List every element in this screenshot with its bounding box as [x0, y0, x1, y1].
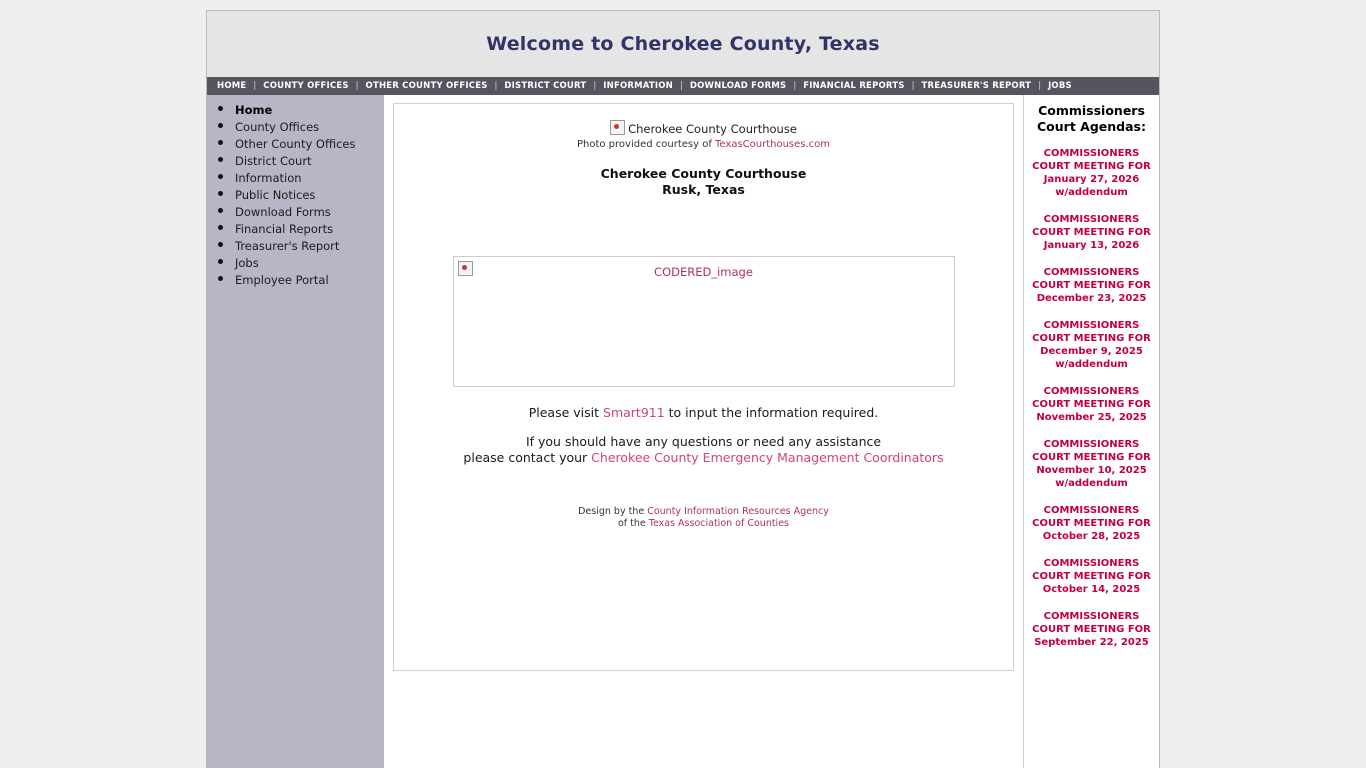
sidebar-link-treasurers-report[interactable]: Treasurer's Report — [235, 239, 340, 253]
sidebar-item-district-court[interactable] — [235, 152, 384, 169]
sidebar-item-other-county-offices[interactable] — [235, 135, 384, 152]
agendas-title-line-2: Court Agendas: — [1037, 119, 1146, 134]
nav-item-home[interactable]: HOME — [217, 81, 247, 91]
visit-prefix: Please visit — [528, 405, 604, 420]
photo-credit-prefix: Photo provided courtesy of — [576, 139, 716, 150]
assistance-line-2 — [394, 450, 1013, 466]
courthouse-photo-alt-text: Cherokee County Courthouse — [628, 122, 797, 136]
nav-item-download-forms[interactable]: DOWNLOAD FORMS — [689, 81, 787, 91]
sidebar-link-other-county-offices[interactable]: Other County Offices — [235, 137, 356, 151]
agendas-title-line-1: Commissioners — [1038, 103, 1145, 118]
agenda-link[interactable]: COMMISSIONERS COURT MEETING FOR October 14, 2025 — [1032, 558, 1151, 595]
agendas-column — [1023, 95, 1159, 768]
design-credit — [394, 506, 1013, 530]
nav-separator: | — [593, 81, 597, 91]
sidebar-item-financial-reports[interactable] — [235, 220, 384, 237]
nav-separator: | — [793, 81, 797, 91]
agenda-link[interactable]: COMMISSIONERS COURT MEETING FOR September 22, 2025 — [1032, 611, 1151, 648]
design-prefix: Design by the — [578, 506, 648, 517]
sidebar-link-district-court[interactable]: District Court — [235, 154, 312, 168]
courthouse-heading — [394, 166, 1013, 198]
sidebar-list — [207, 101, 384, 288]
page-container — [206, 10, 1160, 768]
agenda-link[interactable]: COMMISSIONERS COURT MEETING FOR October 28, 2025 — [1032, 505, 1151, 542]
sidebar-item-county-offices[interactable] — [235, 118, 384, 135]
agenda-link[interactable]: COMMISSIONERS COURT MEETING FOR December 23, 2025 — [1032, 267, 1151, 304]
courthouse-name: Cherokee County Courthouse — [600, 166, 807, 181]
courthouse-photo-broken-image — [610, 120, 797, 136]
nav-separator: | — [680, 81, 683, 91]
nav-separator: | — [1038, 81, 1042, 91]
sidebar — [207, 95, 384, 768]
sidebar-link-home[interactable]: Home — [235, 103, 273, 117]
sidebar-link-employee-portal[interactable]: Employee Portal — [235, 273, 329, 287]
sidebar-link-information[interactable]: Information — [235, 171, 302, 185]
body-wrapper — [207, 95, 1159, 768]
nav-item-information[interactable]: INFORMATION — [603, 81, 673, 91]
nav-separator: | — [253, 81, 257, 91]
sidebar-item-download-forms[interactable] — [235, 203, 384, 220]
smart911-link[interactable]: Smart911 — [603, 405, 665, 420]
sidebar-item-jobs[interactable] — [235, 254, 384, 271]
nav-separator: | — [911, 81, 915, 91]
photo-credit — [394, 139, 1013, 150]
emergency-coordinators-link[interactable]: Cherokee County Emergency Management Coordinators — [591, 450, 944, 465]
sidebar-link-county-offices[interactable]: County Offices — [235, 120, 320, 134]
site-header — [207, 11, 1159, 77]
sidebar-item-information[interactable] — [235, 169, 384, 186]
smart911-line — [394, 405, 1013, 420]
page-title: Welcome to Cherokee County, Texas — [486, 33, 880, 55]
agenda-link[interactable]: COMMISSIONERS COURT MEETING FOR November 25, 2025 — [1032, 386, 1151, 423]
cira-link[interactable]: County Information Resources Agency — [647, 506, 829, 517]
assistance-prefix: please contact your — [463, 450, 592, 465]
agenda-link[interactable]: COMMISSIONERS COURT MEETING FOR January 27, 2026 w/addendum — [1032, 148, 1151, 198]
assistance-block — [394, 434, 1013, 466]
content-box — [393, 103, 1014, 671]
codered-image-placeholder[interactable] — [453, 256, 955, 387]
agendas-title — [1028, 103, 1155, 135]
nav-item-treasurers-report[interactable]: TREASURER'S REPORT — [921, 81, 1032, 91]
sidebar-item-public-notices[interactable] — [235, 186, 384, 203]
codered-alt-text: CODERED_image — [654, 265, 753, 279]
sidebar-item-home[interactable] — [235, 101, 384, 118]
nav-item-jobs[interactable]: JOBS — [1048, 81, 1072, 91]
design-credit-line-1 — [394, 506, 1013, 518]
photo-credit-link[interactable]: TexasCourthouses.com — [715, 139, 831, 150]
nav-separator: | — [355, 81, 359, 91]
sidebar-item-employee-portal[interactable] — [235, 271, 384, 288]
main-content — [384, 95, 1023, 768]
nav-item-district-court[interactable]: DISTRICT COURT — [504, 81, 587, 91]
design-middle: of the — [617, 518, 649, 529]
nav-item-financial-reports[interactable]: FINANCIAL REPORTS — [803, 81, 905, 91]
sidebar-link-financial-reports[interactable]: Financial Reports — [235, 222, 334, 236]
courthouse-city: Rusk, Texas — [662, 182, 745, 197]
nav-item-other-county-offices[interactable]: OTHER COUNTY OFFICES — [365, 81, 488, 91]
sidebar-link-download-forms[interactable]: Download Forms — [235, 205, 331, 219]
sidebar-link-jobs[interactable]: Jobs — [235, 256, 259, 270]
design-credit-line-2 — [394, 518, 1013, 530]
assistance-line-1: If you should have any questions or need any assistance — [525, 434, 882, 449]
sidebar-link-public-notices[interactable]: Public Notices — [235, 188, 316, 202]
agenda-link[interactable]: COMMISSIONERS COURT MEETING FOR November 10, 2025 w/addendum — [1032, 439, 1151, 489]
broken-image-icon — [610, 120, 625, 135]
broken-image-icon — [458, 261, 473, 276]
main-navigation[interactable] — [207, 77, 1159, 95]
agenda-link[interactable]: COMMISSIONERS COURT MEETING FOR January 13, 2026 — [1032, 214, 1151, 251]
visit-suffix: to input the information required. — [664, 405, 879, 420]
nav-item-county-offices[interactable]: COUNTY OFFICES — [263, 81, 349, 91]
agenda-link[interactable]: COMMISSIONERS COURT MEETING FOR December 9, 2025 w/addendum — [1032, 320, 1151, 370]
nav-separator: | — [494, 81, 498, 91]
sidebar-item-treasurers-report[interactable] — [235, 237, 384, 254]
tac-link[interactable]: Texas Association of Counties — [648, 518, 789, 529]
